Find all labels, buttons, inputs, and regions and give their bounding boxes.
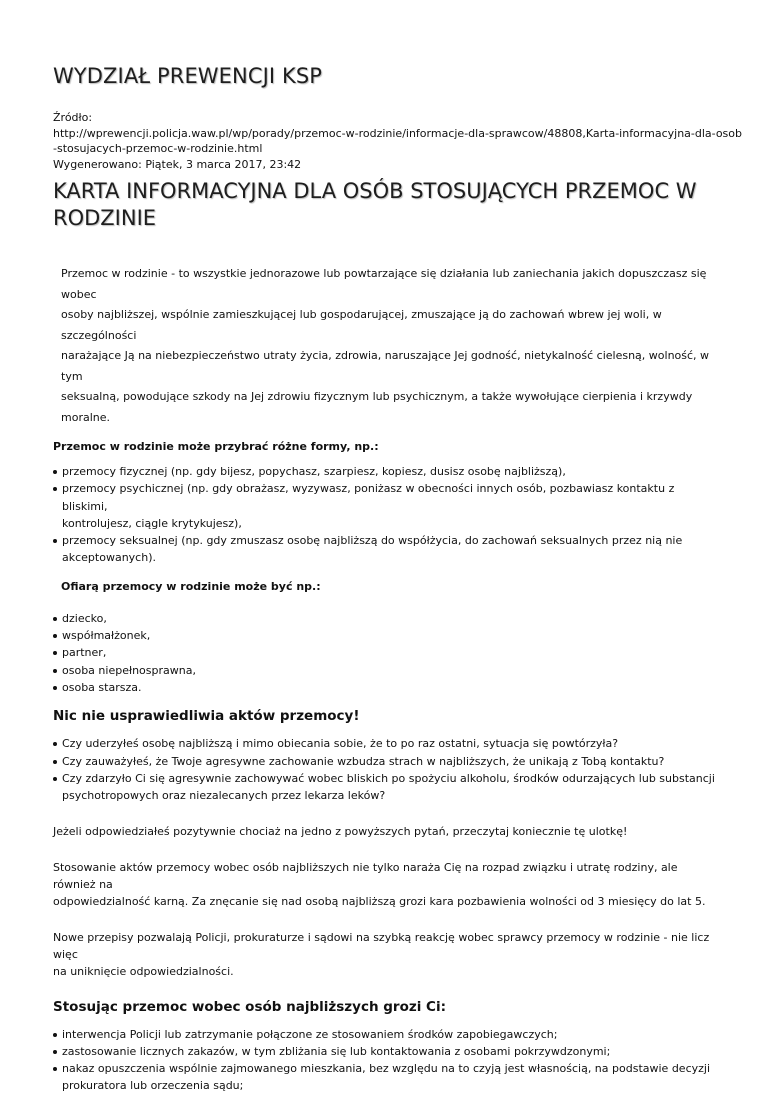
nothing-justifies-heading: Nic nie usprawiedliwia aktów przemocy! <box>53 708 360 725</box>
intro-line: seksualną, powodujące szkody na Jej zdrowiu fizycznym lub psychicznym, a także wywołujące cierpienia i krzywdy moralne. <box>61 390 693 424</box>
list-item-text: przemocy fizycznej (np. gdy bijesz, popychasz, szarpiesz, kopiesz, dusisz osobę najbliższą), <box>62 465 566 478</box>
list-item <box>53 735 723 752</box>
list-item-text: nakaz opuszczenia wspólnie zajmowanego mieszkania, bez względu na to czyją jest własnością, na podstawie decyzji <box>62 1062 711 1076</box>
generated-date: Wygenerowano: Piątek, 3 marca 2017, 23:42 <box>53 157 302 171</box>
forms-list <box>53 463 723 567</box>
paragraph-line: na uniknięcie odpowiedzialności. <box>53 965 234 979</box>
questions-list <box>53 735 723 804</box>
list-item-text: Czy uderzyłeś osobę najbliższą i mimo obiecania sobie, że to po raz ostatni, sytuacja się powtórzyła? <box>62 737 619 751</box>
list-item: partner, <box>53 644 723 661</box>
list-item <box>53 1043 723 1060</box>
victims-list <box>53 610 723 696</box>
list-item-text: prokuratora lub orzeczenia sądu; <box>62 1079 244 1093</box>
list-item: osoba starsza. <box>53 679 723 696</box>
list-item-text: akceptowanych). <box>62 551 156 565</box>
threats-list <box>53 1026 723 1095</box>
article-title-line-1: KARTA INFORMACYJNA DLA OSÓB STOSUJĄCYCH PRZEMOC W <box>53 179 697 203</box>
list-item-text: psychotropowych oraz niezalecanych przez lekarza leków? <box>62 789 386 803</box>
list-item <box>53 753 723 770</box>
consequences-paragraph <box>53 859 723 911</box>
intro-line: Przemoc w rodzinie - to wszystkie jednorazowe lub powtarzające się działania lub zaniechania jakich dopuszczasz się wobec <box>61 267 707 301</box>
paragraph-line: odpowiedzialność karną. Za znęcanie się nad osobą najbliższą grozi kara pozbawienia wolności od 3 miesięcy do lat 5. <box>53 895 706 909</box>
list-item-text: zastosowanie licznych zakazów, w tym zbliżania się lub kontaktowania z osobami pokrzywdzonymi; <box>62 1044 611 1058</box>
list-item-text: Czy zdarzyło Ci się agresywnie zachowywać wobec bliskich po spożyciu alkoholu, środków odurzających lub substancji <box>62 771 715 785</box>
list-item: współmałżonek, <box>53 627 723 644</box>
list-item-text: kontrolujesz, ciągle krytykujesz), <box>62 516 242 530</box>
list-item <box>53 1060 723 1095</box>
list-item-text: przemocy seksualnej (np. gdy zmuszasz osobę najbliższą do współżycia, do zachowań seksualnych przez nią nie <box>62 534 683 548</box>
paragraph-line: Stosowanie aktów przemocy wobec osób najbliższych nie tylko naraża Cię na rozpad związku i utratę rodziny, ale również na <box>53 860 678 892</box>
paragraph-line: Nowe przepisy pozwalają Policji, prokuraturze i sądowi na szybką reakcję wobec sprawcy przemocy w rodzinie - nie licz więc <box>53 930 710 961</box>
source-label: Źródło: <box>53 111 93 124</box>
list-item: osoba niepełnosprawna, <box>53 662 723 679</box>
intro-line: osoby najbliższej, wspólnie zamieszkującej lub gospodarującej, zmuszające ją do zachowań wbrew jej woli, w szczególności <box>61 308 662 342</box>
article-title <box>53 178 733 232</box>
intro-paragraph <box>61 264 723 428</box>
list-item: dziecko, <box>53 610 723 627</box>
source-block <box>53 110 742 172</box>
read-leaflet-paragraph: Jeżeli odpowiedziałeś pozytywnie chociaż na jedno z powyższych pytań, przeczytaj koniecznie tę ulotkę! <box>53 825 628 839</box>
list-item <box>53 532 723 567</box>
victims-heading: Ofiarą przemocy w rodzinie może być np.: <box>61 579 321 593</box>
list-item-text: Czy zauważyłeś, że Twoje agresywne zachowanie wzbudza strach w najbliższych, że unikają z Tobą kontaktu? <box>62 754 665 768</box>
article-title-line-2: RODZINIE <box>53 206 157 230</box>
article-body <box>53 264 723 1095</box>
forms-heading: Przemoc w rodzinie może przybrać różne formy, np.: <box>53 440 379 453</box>
source-url-line-1: http://wprewencji.policja.waw.pl/wp/porady/przemoc-w-rodzinie/informacje-dla-sprawcow/48808,Karta-informacyjna-dla-osob <box>53 126 742 140</box>
list-item-text: interwencja Policji lub zatrzymanie połączone ze stosowaniem środków zapobiegawczych; <box>62 1027 558 1041</box>
regulations-paragraph <box>53 929 723 981</box>
list-item-text: przemocy psychicznej (np. gdy obrażasz, wyzywasz, poniżasz w obecności innych osób, pozbawiasz kontaktu z bliskimi, <box>62 482 675 513</box>
list-item <box>53 463 723 480</box>
intro-line: narażające Ją na niebezpieczeństwo utraty życia, zdrowia, naruszające Jej godność, nietykalność cielesną, wolność, w tym <box>61 349 710 383</box>
list-item <box>53 1026 723 1043</box>
site-title: WYDZIAŁ PREWENCJI KSP <box>53 64 323 88</box>
source-url-line-2: -stosujacych-przemoc-w-rodzinie.html <box>53 142 263 155</box>
list-item <box>53 480 723 532</box>
list-item <box>53 770 723 805</box>
threats-heading: Stosując przemoc wobec osób najbliższych grozi Ci: <box>53 998 446 1015</box>
